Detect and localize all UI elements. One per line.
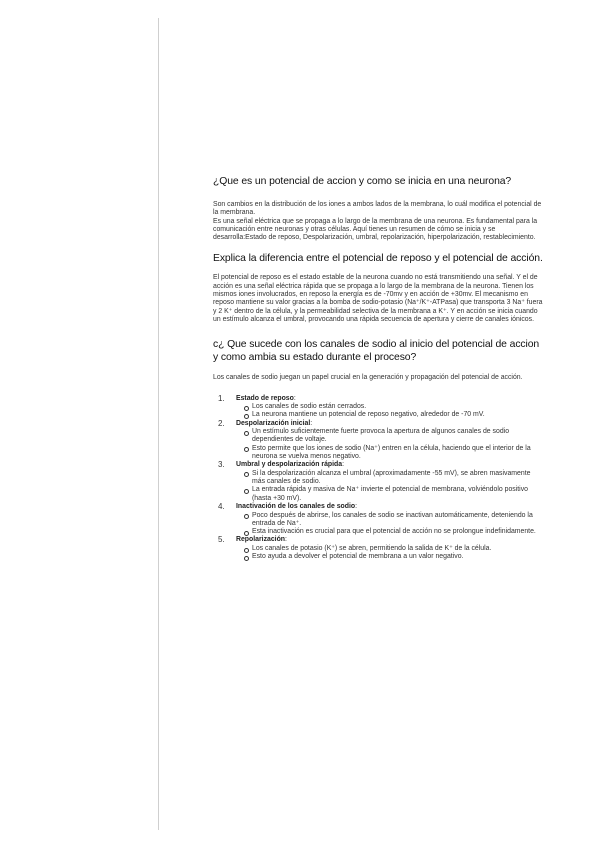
bullet-icon — [244, 447, 249, 452]
list-item: Un estímulo suficientemente fuerte provoca la apertura de algunos canales de sodio dependientes de voltaje. — [236, 428, 543, 445]
heading-question-3: c¿ Que sucede con los canales de sodio al inicio del potencial de accion y como ambia su estado durante el proceso? — [213, 339, 540, 364]
step-number: 4. — [218, 502, 225, 512]
bullet-icon — [244, 472, 249, 477]
paragraph-3-1: Los canales de sodio juegan un papel crucial en la generación y propagación del potencial de acción. — [213, 374, 523, 382]
bullet-icon — [244, 548, 249, 553]
list-item: Esto permite que los iones de sodio (Na⁺) entren en la célula, haciendo que el interior de la neurona se vuelva menos negativo. — [236, 445, 543, 462]
list-item — [213, 536, 543, 561]
document-body — [213, 172, 543, 562]
step-title: Umbral y despolarización rápida: — [236, 461, 344, 469]
list-item: Los canales de sodio están cerrados. — [236, 403, 543, 411]
bullet-icon — [244, 514, 249, 519]
list-item: Esto ayuda a devolver el potencial de membrana a un valor negativo. — [236, 553, 543, 561]
left-margin-rule — [158, 18, 159, 830]
step-title: Estado de reposo: — [236, 394, 296, 402]
step-title: Repolarización: — [236, 536, 287, 544]
bullet-icon — [244, 531, 249, 536]
paragraph-1-1: Son cambios en la distribución de los iones a ambos lados de la membrana, lo cuál modifica el potencial de la membrana. — [213, 201, 542, 217]
paragraph-2-1: El potencial de reposo es el estado estable de la neurona cuando no está transmitiendo una señal. Y el de acción es una señal eléctrica rápida que se propaga a lo largo de la membrana de la neurona. Tienen los mismos iones involucrados, en reposo la energía es de -70mv y en acción de +30mv. El mecanismo en reposo mantiene su valor gracias a la bomba de sodio-potasio (Na⁺/K⁺-ATPasa) que transporta 3 Na⁺ fuera y 2 K⁺ dentro de la célula, y la permeabilidad selectiva de la membrana a K⁺. Y en acción se inicia cuando un estímulo alcanza el umbral, provocando una rápida secuencia de apertura y cierre de canales iónicos. — [213, 274, 543, 323]
list-item — [213, 420, 543, 462]
list-item — [213, 461, 543, 503]
bullet-icon — [244, 431, 249, 436]
heading-question-2: Explica la diferencia entre el potencial de reposo y el potencial de acción. — [213, 253, 543, 265]
bullet-icon — [244, 406, 249, 411]
bullet-icon — [244, 489, 249, 494]
step-title: Inactivación de los canales de sodio: — [236, 503, 358, 511]
list-item: Poco después de abrirse, los canales de sodio se inactivan automáticamente, deteniendo la entrada de Na⁺. — [236, 512, 543, 529]
list-item — [213, 395, 543, 420]
list-item — [213, 503, 543, 536]
heading-question-1: ¿Que es un potencial de accion y como se inicia en una neurona? — [213, 176, 512, 187]
list-item: La neurona mantiene un potencial de reposo negativo, alrededor de -70 mV. — [236, 411, 543, 419]
step-number: 2. — [218, 418, 225, 428]
bullet-icon — [244, 414, 249, 419]
step-number: 1. — [218, 393, 225, 403]
step-title: Despolarización inicial: — [236, 419, 313, 427]
paragraph-1-2: Es una señal eléctrica que se propaga a lo largo de la membrana de una neurona. Es fundamental para la comunicación entre neuronas y otras células. Aquí tienes un resumen de cómo se inicia y se desarrolla:Estado de reposo, Despolarización, umbral, repolarización, hiperpolarización, restablecimiento. — [213, 217, 538, 242]
bullet-icon — [244, 556, 249, 561]
sodium-channel-steps — [213, 395, 543, 562]
list-item: Los canales de potasio (K⁺) se abren, permitiendo la salida de K⁺ de la célula. — [236, 545, 543, 553]
step-number: 5. — [218, 535, 225, 545]
list-item: Si la despolarización alcanza el umbral (aproximadamente -55 mV), se abren masivamente más canales de sodio. — [236, 470, 543, 487]
list-item: La entrada rápida y masiva de Na⁺ invierte el potencial de membrana, volviéndolo positivo (hasta +30 mV). — [236, 486, 543, 503]
step-number: 3. — [218, 460, 225, 470]
list-item: Esta inactivación es crucial para que el potencial de acción no se prolongue indefinidamente. — [236, 528, 543, 536]
